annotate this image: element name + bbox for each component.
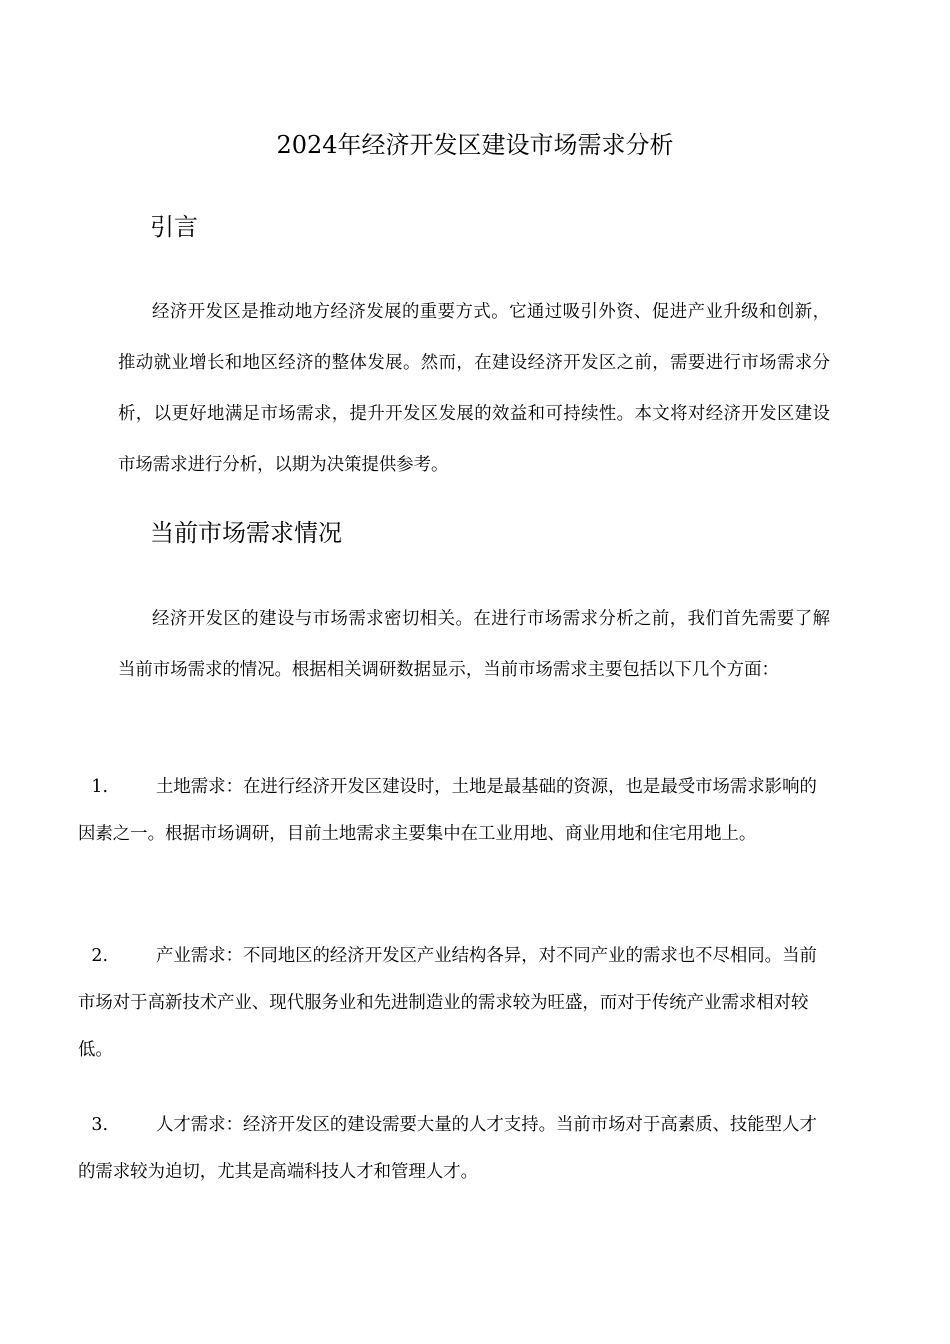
list-item-text: 产业需求：不同地区的经济开发区产业结构各异，对不同产业的需求也不尽相同。当前市场对于高新技术产业、现代服务业和先进制造业的需求较为旺盛，而对于传统产业需求相对较低。 (78, 946, 817, 1060)
list-item-number: 2. (91, 946, 108, 966)
list-item-number: 1. (91, 777, 108, 797)
list-item-number: 3. (91, 1115, 108, 1135)
section-heading-current-demand: 当前市场需求情况 (150, 519, 342, 547)
list-item-land-demand (78, 764, 828, 858)
list-item-text: 土地需求：在进行经济开发区建设时，土地是最基础的资源，也是最受市场需求影响的因素之一。根据市场调研，目前土地需求主要集中在工业用地、商业用地和住宅用地上。 (78, 777, 817, 844)
current-demand-paragraph: 经济开发区的建设与市场需求密切相关。在进行市场需求分析之前，我们首先需要了解当前市场需求的情况。根据相关调研数据显示，当前市场需求主要包括以下几个方面： (118, 609, 830, 680)
list-item-industry-demand (78, 933, 828, 1074)
introduction-paragraph: 经济开发区是推动地方经济发展的重要方式。它通过吸引外资、促进产业升级和创新，推动就业增长和地区经济的整体发展。然而，在建设经济开发区之前，需要进行市场需求分析，以更好地满足市场需求，提升开发区发展的效益和可持续性。本文将对经济开发区建设市场需求进行分析，以期为决策提供参考。 (118, 302, 830, 475)
document-title: 2024年经济开发区建设市场需求分析 (276, 131, 674, 159)
list-item-text: 人才需求：经济开发区的建设需要大量的人才支持。当前市场对于高素质、技能型人才的需求较为迫切，尤其是高端科技人才和管理人才。 (78, 1115, 817, 1182)
section-heading-introduction: 引言 (150, 213, 198, 241)
list-item-talent-demand (78, 1102, 828, 1196)
